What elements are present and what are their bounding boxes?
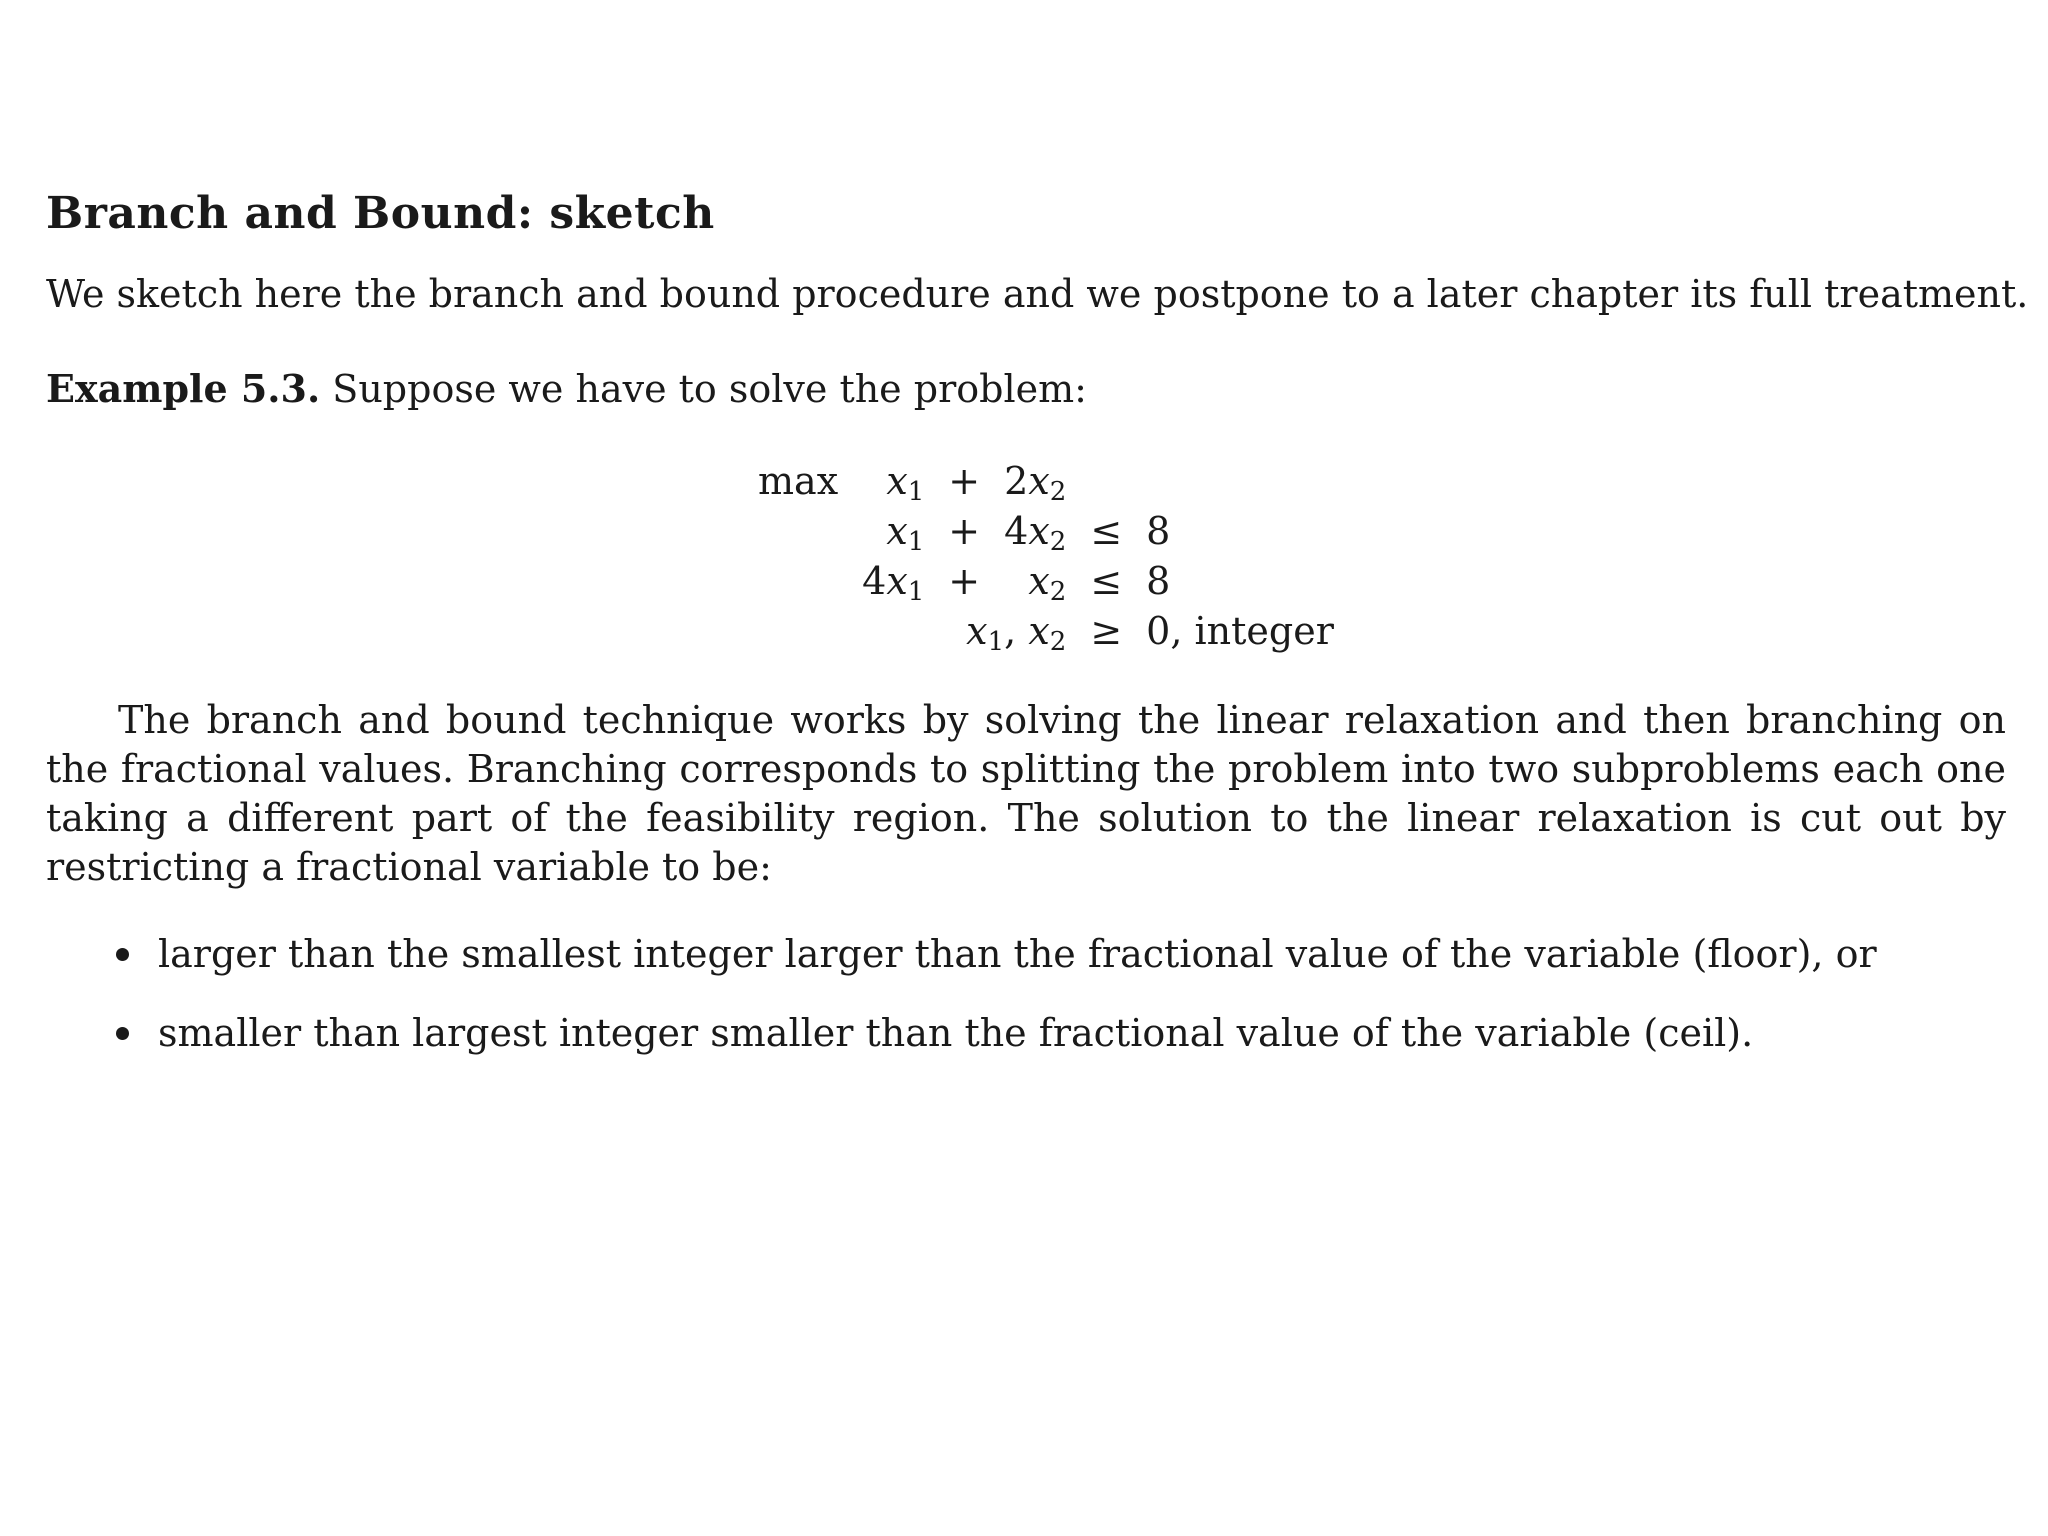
objective-row [746,456,1346,506]
problem-table [746,456,1346,656]
constraint2-relation: ≤ [1090,559,1123,603]
constraint1-operator: + [948,509,981,553]
list-item [46,924,2006,1003]
bullet-icon [116,948,129,961]
domain-rhs: 0, integer [1146,609,1334,653]
domain-variables: $x_1$, $x_2$ [966,609,1067,657]
list-item-text: smaller than largest integer smaller than the fractional value of the variable (ceil). [158,1011,1754,1055]
constraint2-rhs: 8 [1146,559,1171,603]
domain-row [746,606,1346,656]
objective-keyword: max [758,459,839,503]
branching-options-list [46,924,2006,1082]
example-label: Example 5.3. [46,366,321,411]
section-title: Branch and Bound: sketch [46,188,715,239]
example-statement [46,366,1087,411]
constraint1-rhs: 8 [1146,509,1171,553]
constraint2-term2: $x_2$ [1028,559,1067,607]
constraint-row-1 [746,506,1346,556]
constraint1-term2: $4x_2$ [1004,509,1067,557]
constraint-row-2 [746,556,1346,606]
example-text: Suppose we have to solve the problem: [320,367,1087,411]
document-page [46,0,2029,1536]
objective-term1: $x_1$ [886,459,925,507]
constraint1-relation: ≤ [1090,509,1123,553]
intro-paragraph: We sketch here the branch and bound procedure and we postpone to a later chapter its full treatment. [46,272,2029,316]
objective-operator: + [948,459,981,503]
bullet-icon [116,1027,129,1040]
constraint1-term1: $x_1$ [886,509,925,557]
constraint2-operator: + [948,559,981,603]
optimization-problem [746,456,1346,656]
list-item [46,1003,2006,1082]
explanation-paragraph: The branch and bound technique works by solving the linear relaxation and then branching on the fractional values. Branching corresponds to splitting the problem into two subproblems each one taking a different part of the feasibility region. The solution to the linear relaxation is cut out by restricting a fractional variable to be: [46,698,2006,889]
objective-term2: $2x_2$ [1004,459,1067,507]
domain-relation: ≥ [1090,609,1123,653]
constraint2-term1: $4x_1$ [862,559,925,607]
list-item-text: larger than the smallest integer larger than the fractional value of the variable (floor), or [158,932,1877,976]
